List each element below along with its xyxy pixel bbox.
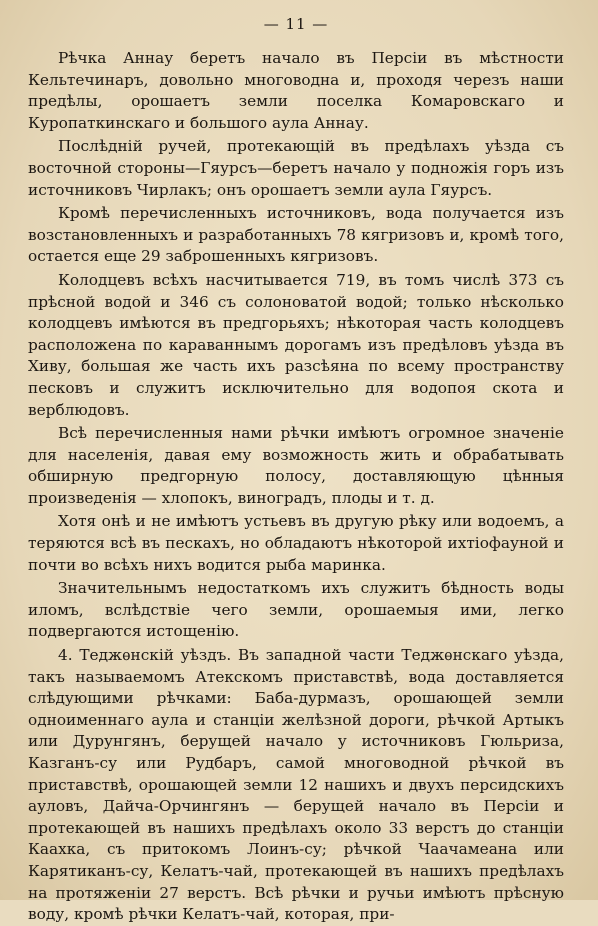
paragraph-ichthyofauna: Хотя онѣ и не имѣютъ устьевъ въ другую рѣку или водоемъ, а теряются всѣ въ пескахъ, но обладаютъ нѣкоторой ихтіофауной и почти во всѣхъ нихъ водится рыба маринка.	[28, 512, 564, 574]
paragraph-annau: Рѣчка Аннау беретъ начало въ Персіи въ мѣстности Кельтечинаръ, довольно многоводна и, проходя черезъ наши предѣлы, орошаетъ земли поселка Комаровскаго и Куропаткинскаго и большого аула Аннау.	[28, 49, 564, 132]
page-number: — 11 —	[263, 15, 329, 33]
paragraph-wells: Колодцевъ всѣхъ насчитывается 719, въ томъ числѣ 373 съ прѣсной водой и 346 съ солоноватой водой; только нѣсколько колодцевъ имѣются въ предгорьяхъ; нѣкоторая часть колодцевъ расположена по караваннымъ дорогамъ изъ предѣловъ уѣзда въ Хиву, большая же часть ихъ разсѣяна по всему пространству песковъ и служитъ исключительно для водопоя скота и верблюдовъ.	[28, 270, 564, 419]
paragraph-significance: Всѣ перечисленныя нами рѣчки имѣютъ огромное значеніе для населенія, давая ему возможность жить и обрабатывать обширную предгорную полосу, доставляющую цѣнныя произведенія — хлопокъ, виноградъ, плоды и т. д.	[28, 424, 564, 507]
paragraph-gyaurs: Послѣдній ручей, протекающій въ предѣлахъ уѣзда съ восточной стороны—Гяурсъ—беретъ начало у подножія горъ изъ источниковъ Чирлакъ; онъ орошаетъ земли аула Гяурсъ.	[28, 137, 564, 199]
paragraph-kyagriz: Кромѣ перечисленныхъ источниковъ, вода получается изъ возстановленныхъ и разработанныхъ 78 кягризовъ и, кромѣ того, остается еще 29 заброшенныхъ кягризовъ.	[28, 204, 564, 266]
paragraph-silt: Значительнымъ недостаткомъ ихъ служитъ бѣдность воды иломъ, вслѣдствіе чего земли, орошаемыя ими, легко подвергаются истощенію.	[28, 579, 564, 641]
paragraph-tedzhen: 4. Теджѳнскій уѣздъ. Въ западной части Теджѳнскаго уѣзда, такъ называемомъ Атекскомъ приставствѣ, вода доставляется слѣдующими рѣчками: Баба-дурмазъ, орошающей земли одноименнаго аула и станціи желѣзной дороги, рѣчкой Артыкъ или Дурунгянъ, берущей начало у источниковъ Гюльриза, Казганъ-су или Рудбаръ, самой многоводной рѣчкой въ приставствѣ, орошающей земли 12 нашихъ и двухъ персидскихъ ауловъ, Дайча-Орчингянъ — берущей начало въ Персіи и протекающей въ нашихъ предѣлахъ около 33 верстъ до станціи Каахка, съ притокомъ Лоинъ-су; рѣчкой Чаачамеана или Карятиканъ-су, Келатъ-чай, протекающей въ нашихъ предѣлахъ на протяженіи 27 верстъ. Всѣ рѣчки и ручьи имѣютъ прѣсную воду, кромѣ рѣчки Келатъ-чай, которая, при-	[28, 646, 564, 924]
text-body	[28, 48, 564, 926]
